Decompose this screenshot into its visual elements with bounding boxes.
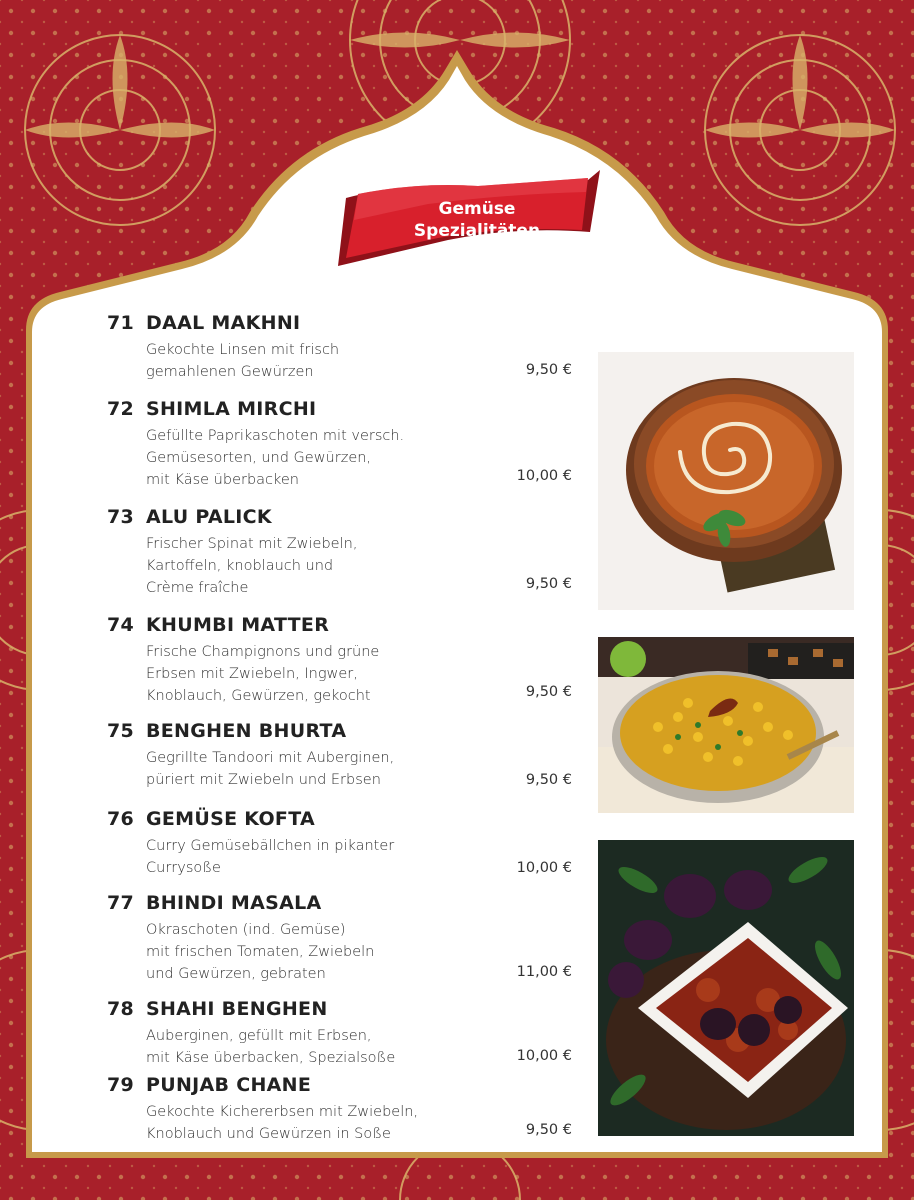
item-description-line: Gekochte Kichererbsen mit Zwiebeln, <box>146 1104 419 1120</box>
daal-makhni-bowl-photo <box>598 352 854 610</box>
menu-item-72 <box>100 398 580 488</box>
item-price: 9,50 € <box>525 362 572 378</box>
menu-item-77 <box>100 892 580 982</box>
item-description <box>146 425 404 491</box>
item-description-line: Gekochte Linsen mit frisch <box>146 342 340 358</box>
item-number: 76 <box>106 808 134 830</box>
item-description-line: Gegrillte Tandoori mit Auberginen, <box>146 750 395 766</box>
item-description-line: Kartoffeln, knoblauch und <box>146 558 334 574</box>
item-price: 10,00 € <box>516 860 572 876</box>
item-description-line: gemahlenen Gewürzen <box>146 364 314 380</box>
item-description-line: Auberginen, gefüllt mit Erbsen, <box>146 1028 372 1044</box>
item-number: 77 <box>106 892 134 914</box>
menu-item-71 <box>100 312 580 382</box>
menu-item-75 <box>100 720 580 795</box>
item-description-line: mit Käse überbacken, Spezialsoße <box>146 1050 396 1066</box>
item-description-line: püriert mit Zwiebeln und Erbsen <box>146 772 381 788</box>
item-name: SHIMLA MIRCHI <box>146 398 317 420</box>
item-price: 11,00 € <box>516 964 572 980</box>
item-number: 71 <box>106 312 134 334</box>
item-number: 74 <box>106 614 134 636</box>
item-number: 72 <box>106 398 134 420</box>
item-number: 78 <box>106 998 134 1020</box>
section-title-line-1: Gemüse <box>438 199 516 219</box>
item-description-line: mit Käse überbacken <box>146 472 300 488</box>
item-description-line: Knoblauch, Gewürzen, gekocht <box>146 688 371 704</box>
chana-dal-bowl-photo <box>598 637 854 813</box>
item-number: 79 <box>106 1074 134 1096</box>
item-description-line: Okraschoten (ind. Gemüse) <box>146 922 346 938</box>
item-price: 9,50 € <box>525 1122 572 1138</box>
item-description-line: Frische Champignons und grüne <box>146 644 380 660</box>
menu-item-76 <box>100 808 580 883</box>
item-description <box>146 641 379 707</box>
item-description <box>146 747 394 791</box>
item-description-line: Gemüsesorten, und Gewürzen, <box>146 450 372 466</box>
item-description-line: Curry Gemüsebällchen in pikanter <box>146 838 395 854</box>
item-number: 75 <box>106 720 134 742</box>
item-price: 10,00 € <box>516 468 572 484</box>
item-description-line: und Gewürzen, gebraten <box>146 966 326 982</box>
item-number: 73 <box>106 506 134 528</box>
menu-item-74 <box>100 614 580 704</box>
item-name: PUNJAB CHANE <box>146 1074 312 1096</box>
item-description-line: mit frischen Tomaten, Zwiebeln <box>146 944 375 960</box>
section-title <box>392 198 562 242</box>
menu-item-73 <box>100 506 580 596</box>
menu-item-79 <box>100 1074 580 1149</box>
item-description-line: Knoblauch und Gewürzen in Soße <box>146 1126 391 1142</box>
item-name: BHINDI MASALA <box>146 892 322 914</box>
item-price: 9,50 € <box>525 576 572 592</box>
item-description <box>146 835 394 879</box>
item-name: BENGHEN BHURTA <box>146 720 347 742</box>
item-description <box>146 1101 418 1145</box>
section-title-line-2: Spezialitäten <box>413 221 541 241</box>
item-name: SHAHI BENGHEN <box>146 998 328 1020</box>
item-price: 10,00 € <box>516 1048 572 1064</box>
item-name: GEMÜSE KOFTA <box>146 808 315 830</box>
item-description-line: Currysoße <box>146 860 221 876</box>
item-name: ALU PALICK <box>146 506 272 528</box>
item-description-line: Frischer Spinat mit Zwiebeln, <box>146 536 358 552</box>
item-name: KHUMBI MATTER <box>146 614 330 636</box>
item-description-line: Crème fraîche <box>146 580 249 596</box>
item-description <box>146 1025 395 1069</box>
item-price: 9,50 € <box>525 772 572 788</box>
item-description-line: Gefüllte Paprikaschoten mit versch. <box>146 428 405 444</box>
item-name: DAAL MAKHNI <box>146 312 301 334</box>
item-description <box>146 339 339 383</box>
item-description-line: Erbsen mit Zwiebeln, Ingwer, <box>146 666 358 682</box>
item-description <box>146 919 374 985</box>
eggplant-curry-photo <box>598 840 854 1136</box>
item-description <box>146 533 357 599</box>
item-price: 9,50 € <box>525 684 572 700</box>
menu-item-78 <box>100 998 580 1073</box>
